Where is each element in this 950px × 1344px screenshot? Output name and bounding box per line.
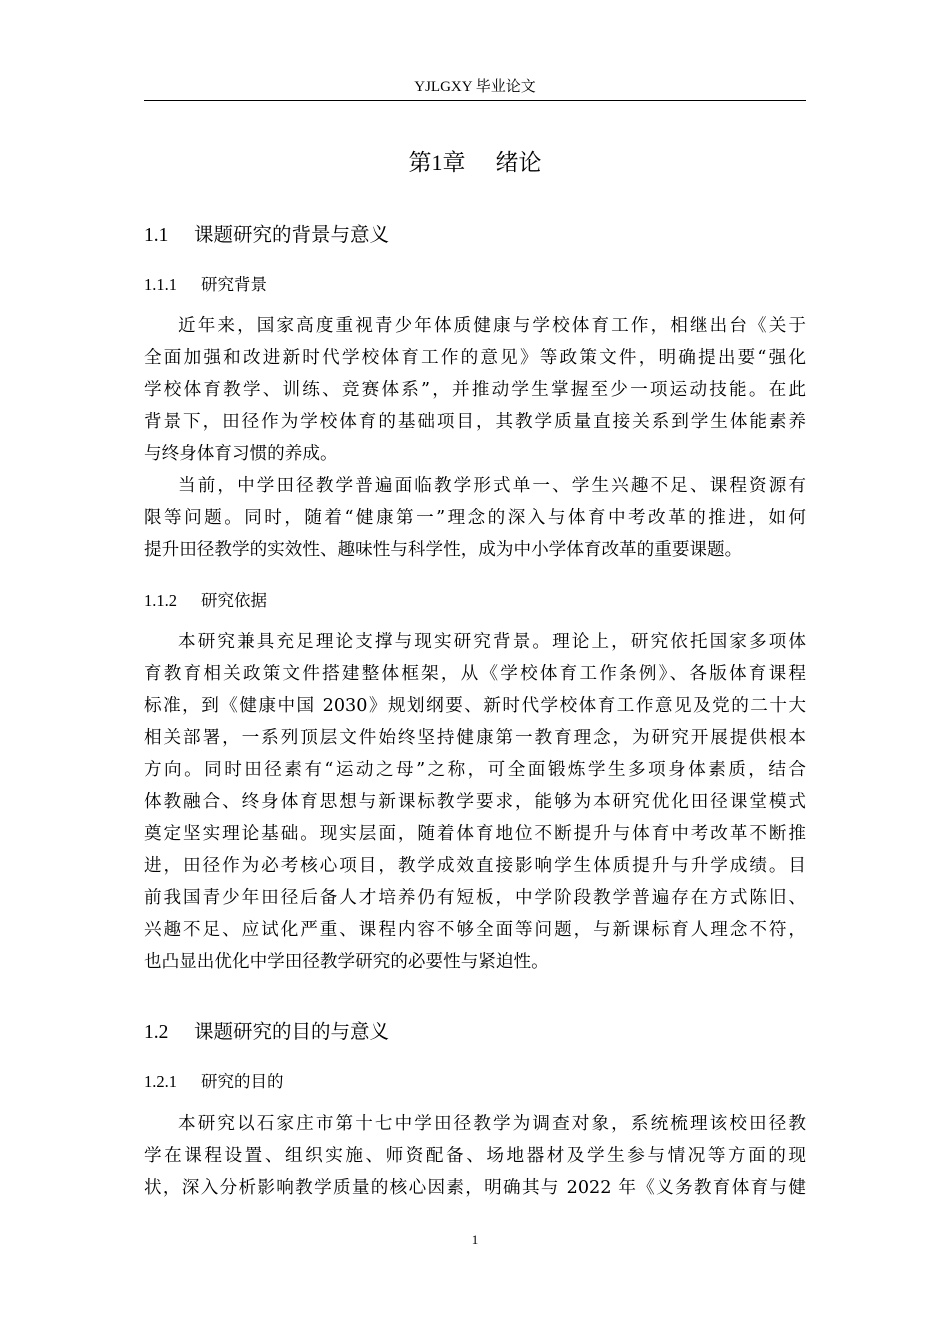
section-title: 课题研究的目的与意义 — [194, 1020, 390, 1043]
paragraph-line: 背景下，田径作为学校体育的基础项目，其教学质量直接关系到学生体能素养 — [144, 412, 806, 432]
paragraph-line: 兴趣不足、应试化严重、课程内容不够全面等问题，与新课标育人理念不符， — [144, 920, 806, 940]
paragraph-line: 本研究兼具充足理论支撑与现实研究背景。理论上，研究依托国家多项体 — [178, 632, 806, 652]
paragraph-line: 体教融合、终身体育思想与新课标教学要求，能够为本研究优化田径课堂模式 — [144, 792, 806, 812]
subsection-number: 1.1.2 — [144, 591, 177, 610]
paragraph-line: 与终身体育习惯的养成。 — [144, 444, 338, 464]
paragraph-line: 限等问题。同时，随着“健康第一”理念的深入与体育中考改革的推进，如何 — [144, 508, 806, 528]
chapter-title — [144, 148, 806, 178]
paragraph-research-background-1 — [144, 310, 806, 470]
paragraph-line: 前我国青少年田径后备人才培养仍有短板，中学阶段教学普遍存在方式陈旧、 — [144, 888, 806, 908]
subsection-number: 1.1.1 — [144, 275, 177, 294]
paragraph-line: 学校体育教学、训练、竞赛体系”，并推动学生掌握至少一项运动技能。在此 — [144, 380, 806, 400]
paragraph-line: 育教育相关政策文件搭建整体框架，从《学校体育工作条例》、各版体育课程 — [144, 664, 806, 684]
paragraph-line: 学在课程设置、组织实施、师资配备、场地器材及学生参与情况等方面的现 — [144, 1146, 806, 1166]
subsection-title: 研究的目的 — [201, 1072, 284, 1091]
paragraph-line: 相关部署，一系列顶层文件始终坚持健康第一教育理念，为研究开展提供根本 — [144, 728, 806, 748]
header-rule — [144, 100, 806, 101]
chapter-name: 绪论 — [495, 150, 542, 176]
chapter-number: 1 — [431, 150, 443, 175]
paragraph-line: 方向。同时田径素有“运动之母”之称，可全面锻炼学生多项身体素质，结合 — [144, 760, 806, 780]
paragraph-line: 近年来，国家高度重视青少年体质健康与学校体育工作，相继出台《关于 — [178, 316, 806, 336]
chapter-prefix: 第 — [408, 150, 432, 176]
section-number: 1.2 — [144, 1022, 169, 1043]
paragraph-line: 也凸显出优化中学田径教学研究的必要性与紧迫性。 — [144, 952, 549, 972]
paragraph-research-basis — [144, 626, 806, 978]
subsection-title: 研究依据 — [201, 591, 267, 610]
paragraph-research-purpose — [144, 1108, 806, 1204]
section-title: 课题研究的背景与意义 — [194, 223, 390, 246]
paragraph-line: 当前，中学田径教学普遍面临教学形式单一、学生兴趣不足、课程资源有 — [178, 476, 806, 496]
section-heading-1-2 — [144, 1018, 389, 1047]
subsection-heading-1-2-1 — [144, 1070, 284, 1094]
paragraph-line: 全面加强和改进新时代学校体育工作的意见》等政策文件，明确提出要“强化 — [144, 348, 806, 368]
subsection-title: 研究背景 — [201, 275, 267, 294]
subsection-heading-1-1-1 — [144, 273, 267, 297]
paragraph-line: 本研究以石家庄市第十七中学田径教学为调查对象，系统梳理该校田径教 — [178, 1114, 806, 1134]
section-number: 1.1 — [144, 225, 169, 246]
paragraph-line: 奠定坚实理论基础。现实层面，随着体育地位不断提升与体育中考改革不断推 — [144, 824, 806, 844]
chapter-suffix: 章 — [442, 150, 466, 176]
subsection-number: 1.2.1 — [144, 1072, 177, 1091]
paragraph-line: 进，田径作为必考核心项目，教学成效直接影响学生体质提升与升学成绩。目 — [144, 856, 806, 876]
running-header: YJLGXY 毕业论文 — [414, 79, 536, 95]
section-heading-1-1 — [144, 221, 389, 250]
paragraph-line: 提升田径教学的实效性、趣味性与科学性，成为中小学体育改革的重要课题。 — [144, 540, 743, 560]
page-number: 1 — [471, 1232, 479, 1247]
paragraph-line: 标准，到《健康中国 2030》规划纲要、新时代学校体育工作意见及党的二十大 — [144, 696, 806, 716]
paragraph-research-background-2 — [144, 470, 806, 566]
paragraph-line: 状，深入分析影响教学质量的核心因素，明确其与 2022 年《义务教育体育与健 — [144, 1178, 806, 1198]
subsection-heading-1-1-2 — [144, 589, 267, 613]
